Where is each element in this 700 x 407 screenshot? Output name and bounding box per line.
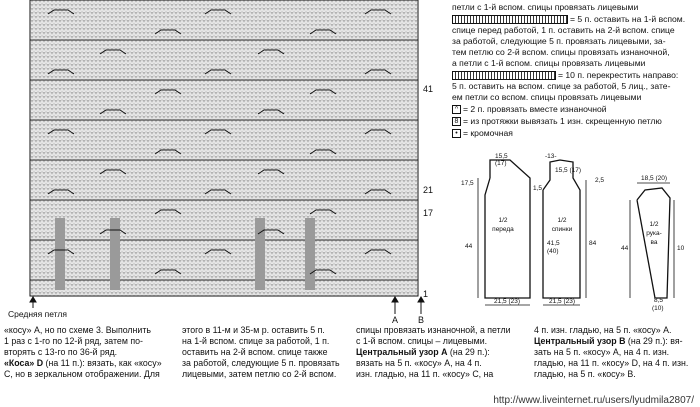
legend-p2tog	[452, 104, 607, 115]
legend-line-5: тем петлю со 2-й вспом. спицы провязать изнаночной,	[452, 47, 670, 57]
legend-line-4: за работой, следующие 5 п. провязать лицевыми, за-	[452, 36, 666, 46]
col4-line-5: гладью, на 5 п. «косу» В.	[534, 369, 636, 379]
col2-line-2: на 1-й вспом. спице за работой, 1 п.	[182, 336, 330, 346]
col2-line-1: этого в 11-м и 35-м р. оставить 5 п.	[182, 325, 325, 335]
garment-schematics	[455, 150, 700, 315]
label-b: В	[418, 315, 425, 325]
legend-make-one	[452, 116, 662, 127]
col3-line-1: спицы провязать изнаночной, а петли	[356, 325, 511, 335]
back-dim-bottom: 21,5 (23)	[548, 298, 576, 305]
legend-line-8: 5 п. оставить на вспом. спице за работой, 5 лиц., зате-	[452, 81, 671, 91]
col2-line-3: оставить на 2-й вспом. спице также	[182, 347, 328, 357]
text-column-4	[534, 325, 698, 380]
front-label: переда	[492, 226, 514, 233]
legend-line-2: = 5 п. оставить на 1-й вспом.	[570, 14, 686, 24]
legend-line-12: = кромочная	[463, 128, 513, 138]
col4-line-2-rest: (на 29 п.): вя-	[625, 336, 683, 346]
text-column-3	[356, 325, 526, 380]
back-dim-top: -13-	[545, 153, 557, 160]
col2-line-5: лицевыми, затем петлю со 2-й вспом.	[182, 369, 337, 379]
front-dim-side: 17,5	[461, 180, 474, 187]
edge-stitch-symbol-icon: •	[452, 129, 461, 138]
col1-line-4	[4, 358, 172, 369]
back-dim-total: 84	[589, 240, 597, 247]
sleeve-label-fraction: 1/2	[649, 221, 659, 228]
row-number-1: 1	[423, 289, 429, 299]
sleeve-dim-bottom-alt: (10)	[652, 305, 664, 312]
legend-line-10: = 2 п. провязать вместе изнаночной	[463, 104, 607, 114]
front-dim-top: 15,5	[495, 153, 508, 160]
chart-arrows	[0, 296, 440, 316]
back-dim-top-alt: 15,5 (17)	[555, 167, 582, 174]
middle-loop-label: Средняя петля	[8, 309, 67, 319]
col1-line-2: 1 раз с 1-го по 12-й ряд, затем по-	[4, 336, 143, 346]
col1-line-5: С, но в зеркальном отображении. Для	[4, 369, 160, 379]
label-a: А	[392, 315, 399, 325]
sleeve-dim-right: 10	[677, 245, 685, 252]
text-column-2	[182, 325, 347, 380]
col1-line-4-rest: (на 11 п.): вязать, как «косу»	[43, 358, 162, 368]
back-dim-left: 1,5	[533, 185, 543, 192]
back-dim-inner-alt: (40)	[547, 248, 559, 255]
legend-cable-10	[452, 70, 678, 81]
col1-line-3: вторять с 13-го по 36-й ряд.	[4, 347, 118, 357]
legend-line-7: = 10 п. перекрестить направо:	[558, 70, 679, 80]
col3-line-2: с 1-й вспом. спицы – лицевыми.	[356, 336, 488, 346]
row-number-17: 17	[423, 208, 434, 218]
legend-line-6: а петли с 1-й вспом. спицы провязать лицевыми	[452, 58, 646, 68]
source-url[interactable]: http://www.liveinternet.ru/users/lyudmila2807/	[493, 395, 694, 406]
legend-line-9: ем петли со вспом. спицы провязать лицевыми	[452, 92, 642, 102]
sleeve-label-end: ва	[650, 239, 658, 246]
back-label: спинки	[551, 226, 573, 233]
col1-line-1: «косу» А, но по схеме 3. Выполнить	[4, 325, 151, 335]
legend-line-3: спице перед работой, 1 п. оставить на 2-й вспом. спице	[452, 25, 675, 35]
text-column-1	[4, 325, 172, 380]
cable-11-symbol-icon	[452, 15, 568, 24]
make-one-symbol-icon: 8	[452, 117, 461, 126]
p2tog-symbol-icon: ^	[452, 105, 461, 114]
back-dim-inner: 41,5	[547, 240, 560, 247]
front-dim-height: 44	[465, 243, 473, 250]
sleeve-dim-height: 44	[621, 245, 629, 252]
back-label-fraction: 1/2	[557, 217, 567, 224]
col1-bold-term: «Коса» D	[4, 358, 44, 368]
back-dim-shoulder: 2,5	[595, 177, 605, 184]
sleeve-dim-bottom: 8,5	[654, 297, 664, 304]
row-number-21: 21	[423, 185, 434, 195]
col3-line-4: вязать на 5 п. «косу» А, на 4 п.	[356, 358, 482, 368]
sleeve-label: рука-	[646, 230, 662, 237]
cable-10-symbol-icon	[452, 71, 556, 80]
col4-bold-term: Центральный узор В	[534, 336, 626, 346]
legend-line-1: петли с 1-й вспом. спицы провязать лицевыми	[452, 2, 639, 12]
col3-line-3	[356, 347, 526, 358]
legend-cable-5-1-5	[452, 14, 685, 25]
col4-line-4: гладью, на 11 п. «косу» D, на 4 п. изн.	[534, 358, 689, 368]
legend-line-11: = из протяжки вывязать 1 изн. скрещенную петлю	[463, 116, 662, 126]
front-dim-top-alt: (17)	[495, 160, 507, 167]
row-number-41: 41	[423, 84, 434, 94]
col3-line-5: изн. гладью, на 11 п. «косу» С, на	[356, 369, 494, 379]
col4-line-3: зать на 5 п. «косу» А, на 4 п. изн.	[534, 347, 670, 357]
legend-edge	[452, 128, 513, 139]
col3-line-3-rest: (на 29 п.):	[447, 347, 490, 357]
col4-line-1: 4 п. изн. гладью, на 5 п. «косу» А.	[534, 325, 672, 335]
knitting-chart	[0, 0, 440, 300]
sleeve-dim-top: 18,5 (20)	[641, 175, 668, 182]
col3-bold-term: Центральный узор А	[356, 347, 448, 357]
front-label-fraction: 1/2	[498, 217, 508, 224]
col2-line-4: за работой, следующие 5 п. провязать	[182, 358, 340, 368]
col4-line-2	[534, 336, 698, 347]
front-dim-bottom: 21,5 (23)	[493, 298, 521, 305]
